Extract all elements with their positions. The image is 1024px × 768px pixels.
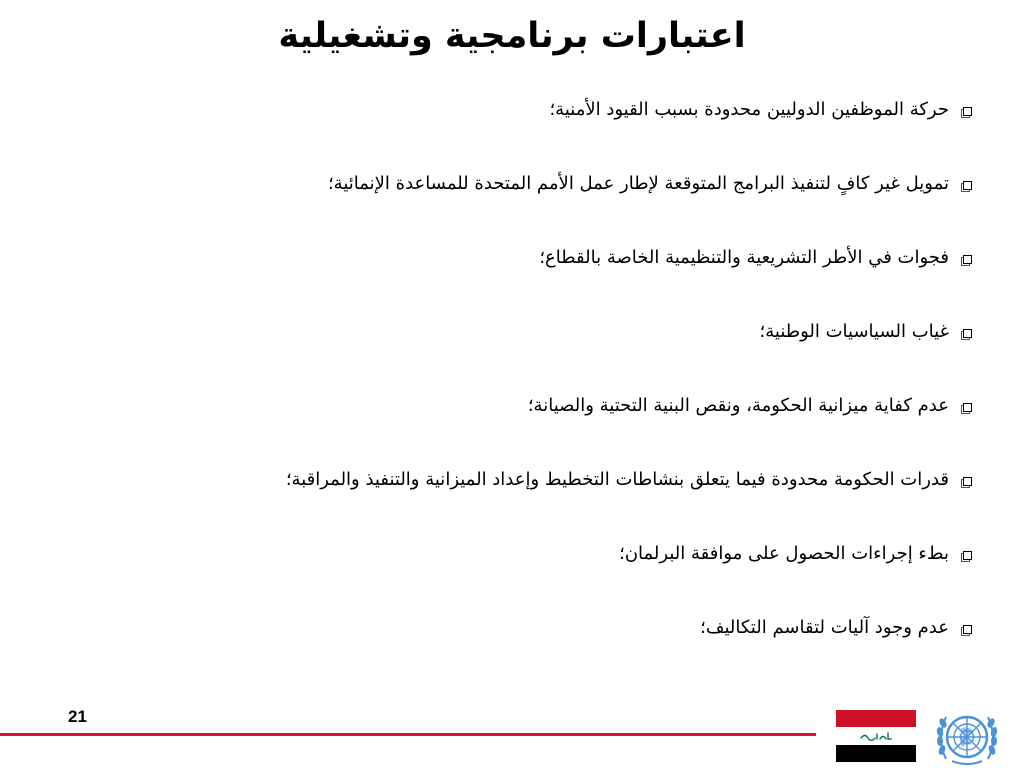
list-item bbox=[212, 96, 972, 170]
bullet-text: عدم وجود آليات لتقاسم التكاليف؛ bbox=[700, 617, 949, 638]
footer-divider bbox=[0, 733, 816, 736]
flag-red-stripe bbox=[836, 710, 916, 727]
list-item bbox=[212, 540, 972, 614]
slide-title: اعتبارات برنامجية وتشغيلية bbox=[278, 16, 746, 56]
list-item bbox=[212, 392, 972, 466]
square-bullet-icon bbox=[963, 107, 972, 116]
square-bullet-icon bbox=[963, 551, 972, 560]
list-item bbox=[212, 244, 972, 318]
square-bullet-icon bbox=[963, 477, 972, 486]
iraq-flag-icon bbox=[836, 710, 916, 762]
list-item bbox=[212, 614, 972, 688]
flag-script bbox=[836, 727, 916, 744]
list-item bbox=[212, 170, 972, 244]
square-bullet-icon bbox=[963, 255, 972, 264]
square-bullet-icon bbox=[963, 403, 972, 412]
bullet-text: قدرات الحكومة محدودة فيما يتعلق بنشاطات التخطيط وإعداد الميزانية والتنفيذ والمراقبة؛ bbox=[285, 469, 949, 490]
bullet-list bbox=[212, 96, 972, 688]
bullet-text: بطء إجراءات الحصول على موافقة البرلمان؛ bbox=[619, 543, 949, 564]
bullet-text: غياب السياسيات الوطنية؛ bbox=[759, 321, 949, 342]
square-bullet-icon bbox=[963, 329, 972, 338]
square-bullet-icon bbox=[963, 625, 972, 634]
list-item bbox=[212, 318, 972, 392]
bullet-text: تمويل غير كافٍ لتنفيذ البرامج المتوقعة لإطار عمل الأمم المتحدة للمساعدة الإنمائية؛ bbox=[327, 173, 949, 194]
un-emblem-icon bbox=[934, 709, 1000, 767]
page-number: 21 bbox=[68, 707, 87, 726]
square-bullet-icon bbox=[963, 181, 972, 190]
bullet-text: عدم كفاية ميزانية الحكومة، ونقص البنية التحتية والصيانة؛ bbox=[527, 395, 949, 416]
list-item bbox=[212, 466, 972, 540]
flag-black-stripe bbox=[836, 745, 916, 762]
bullet-text: فجوات في الأطر التشريعية والتنظيمية الخاصة بالقطاع؛ bbox=[539, 247, 949, 268]
bullet-text: حركة الموظفين الدوليين محدودة بسبب القيود الأمنية؛ bbox=[549, 99, 949, 120]
flag-script-icon bbox=[859, 731, 893, 741]
